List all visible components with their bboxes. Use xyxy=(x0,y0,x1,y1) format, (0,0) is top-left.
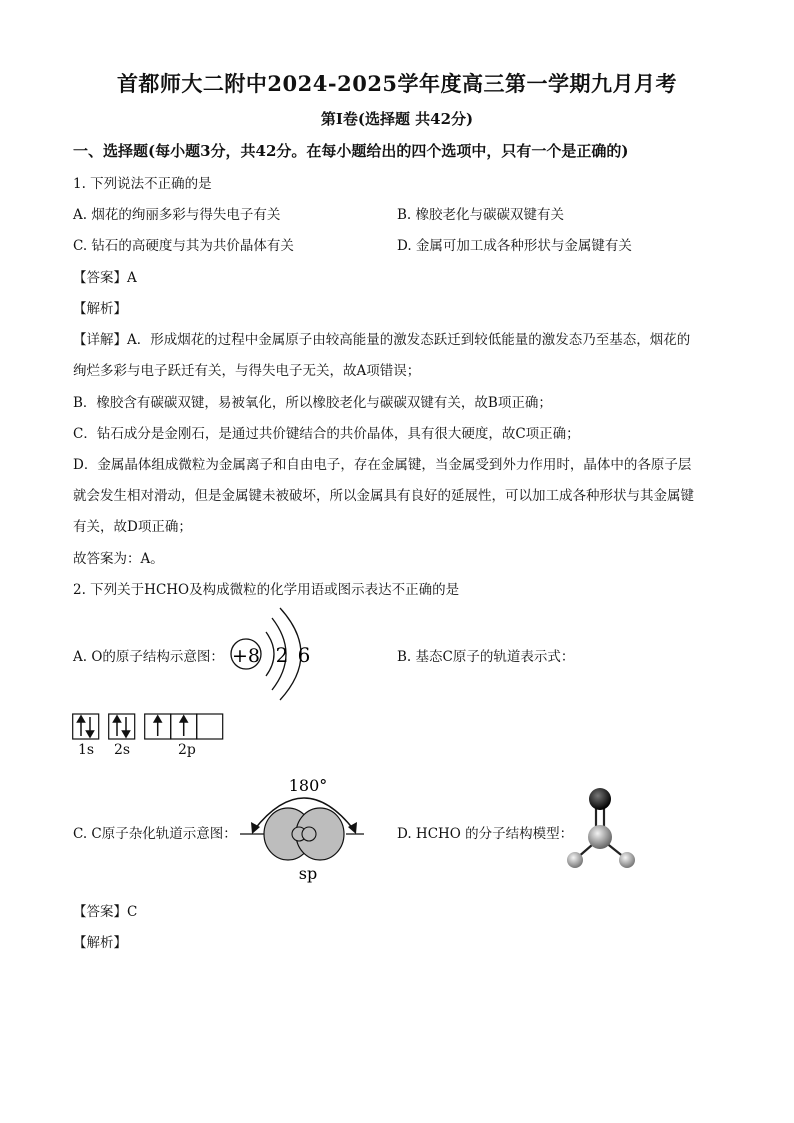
angle-label: 180° xyxy=(288,776,328,795)
page-subtitle: 第I卷(选择题 共42分) xyxy=(320,110,474,128)
q1-answer: 【答案】A xyxy=(73,270,137,286)
hcho-molecule-model xyxy=(562,786,642,872)
q1-option-d: D. 金属可加工成各种形状与金属键有关 xyxy=(397,238,632,254)
orbital-diagram xyxy=(72,713,232,763)
orbital-label-2s: 2s xyxy=(114,742,131,758)
sp-hybrid-diagram xyxy=(238,772,366,884)
q1-option-a: A. 烟花的绚丽多彩与得失电子有关 xyxy=(73,207,281,223)
shell-arc-1 xyxy=(266,632,274,676)
section-heading: 一、选择题(每小题3分，共42分。在每小题给出的四个选项中，只有一个是正确的) xyxy=(73,142,629,160)
q2-analysis-label: 【解析】 xyxy=(73,935,127,951)
oxygen-atom-diagram xyxy=(224,606,324,702)
q1-detail-line: 有关，故D项正确； xyxy=(73,519,192,535)
q1-stem: 1. 下列说法不正确的是 xyxy=(73,176,212,192)
q2-option-c: C. C原子杂化轨道示意图： xyxy=(73,826,237,842)
orbital-label-1s: 1s xyxy=(78,742,95,758)
q2-answer: 【答案】C xyxy=(73,904,138,920)
carbon-atom xyxy=(588,825,612,849)
orbital-label-2p: 2p xyxy=(178,742,196,758)
q1-option-c: C. 钻石的高硬度与其为共价晶体有关 xyxy=(73,238,294,254)
q1-analysis-label: 【解析】 xyxy=(73,301,127,317)
q1-detail-line: D．金属晶体组成微粒为金属离子和自由电子，存在金属键，当金属受到外力作用时，晶体中的各原子层 xyxy=(73,457,692,473)
q1-detail-line: 【详解】A．形成烟花的过程中金属原子由较高能量的激发态跃迁到较低能量的激发态乃至基态，烟花的 xyxy=(73,332,691,348)
nucleus-charge: +8 xyxy=(231,645,261,667)
hybrid-label: sp xyxy=(298,864,318,883)
page-title: 首都师大二附中2024-2025学年度高三第一学期九月月考 xyxy=(116,71,678,96)
orbital-2p-box-3 xyxy=(197,714,223,739)
hydrogen-atom-left xyxy=(567,852,583,868)
orbital-1s-box xyxy=(73,714,99,739)
orbital-boxes xyxy=(72,713,232,741)
q2-stem: 2. 下列关于HCHO及构成微粒的化学用语或图示表达不正确的是 xyxy=(73,582,460,598)
q1-option-b: B. 橡胶老化与碳碳双键有关 xyxy=(397,207,565,223)
q1-detail-line: 故答案为：A。 xyxy=(73,551,164,567)
q2-option-a: A. O的原子结构示意图： xyxy=(73,649,224,665)
shell-1-electrons: 2 xyxy=(275,643,289,667)
q1-detail-line: 绚烂多彩与电子跃迁有关，与得失电子无关，故A项错误； xyxy=(73,363,421,379)
q2-option-b: B. 基态C原子的轨道表示式： xyxy=(397,649,575,665)
shell-2-electrons: 6 xyxy=(297,643,311,667)
q1-detail-line: 就会发生相对滑动，但是金属键未被破坏，所以金属具有良好的延展性，可以加工成各种形状与其金属键 xyxy=(73,488,694,504)
orbital-2s-box xyxy=(109,714,135,739)
small-lobe-right xyxy=(302,827,316,841)
hydrogen-atom-right xyxy=(619,852,635,868)
oxygen-atom xyxy=(589,788,611,810)
q2-option-d: D. HCHO 的分子结构模型： xyxy=(397,826,574,842)
q1-detail-line: B．橡胶含有碳碳双键，易被氧化，所以橡胶老化与碳碳双键有关，故B项正确； xyxy=(73,395,552,411)
q1-detail-line: C．钻石成分是金刚石，是通过共价键结合的共价晶体，具有很大硬度，故C项正确； xyxy=(73,426,580,442)
